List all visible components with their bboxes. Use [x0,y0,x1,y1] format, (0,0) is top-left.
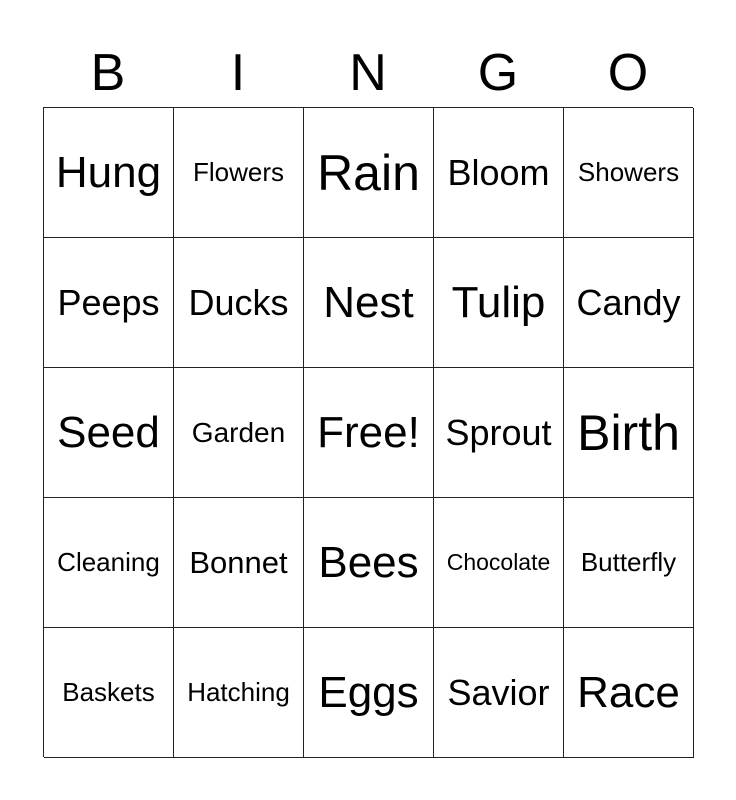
bingo-cell[interactable]: Free! [304,368,434,498]
bingo-cell[interactable]: Bloom [434,108,564,238]
bingo-cell[interactable]: Seed [44,368,174,498]
bingo-cell[interactable]: Ducks [174,238,304,368]
bingo-cell[interactable]: Showers [564,108,694,238]
bingo-cell[interactable]: Flowers [174,108,304,238]
bingo-cell[interactable]: Baskets [44,628,174,758]
bingo-cell[interactable]: Savior [434,628,564,758]
bingo-cell[interactable]: Nest [304,238,434,368]
bingo-cell[interactable]: Garden [174,368,304,498]
bingo-cell[interactable]: Bonnet [174,498,304,628]
bingo-cell[interactable]: Chocolate [434,498,564,628]
bingo-cell[interactable]: Butterfly [564,498,694,628]
bingo-board [43,107,693,757]
bingo-cell[interactable]: Hung [44,108,174,238]
header-letter-n: N [349,44,387,102]
bingo-cell[interactable]: Cleaning [44,498,174,628]
bingo-cell[interactable]: Candy [564,238,694,368]
bingo-cell[interactable]: Race [564,628,694,758]
header-letter-o: O [607,44,649,102]
bingo-cell[interactable]: Tulip [434,238,564,368]
header-letter-i: I [230,44,246,102]
bingo-cell[interactable]: Birth [564,368,694,498]
bingo-cell[interactable]: Eggs [304,628,434,758]
bingo-cell[interactable]: Peeps [44,238,174,368]
bingo-header [43,40,693,106]
bingo-cell[interactable]: Hatching [174,628,304,758]
bingo-cell[interactable]: Sprout [434,368,564,498]
bingo-cell[interactable]: Bees [304,498,434,628]
header-letter-g: G [477,44,519,102]
bingo-cell[interactable]: Rain [304,108,434,238]
header-letter-b: B [90,44,126,102]
